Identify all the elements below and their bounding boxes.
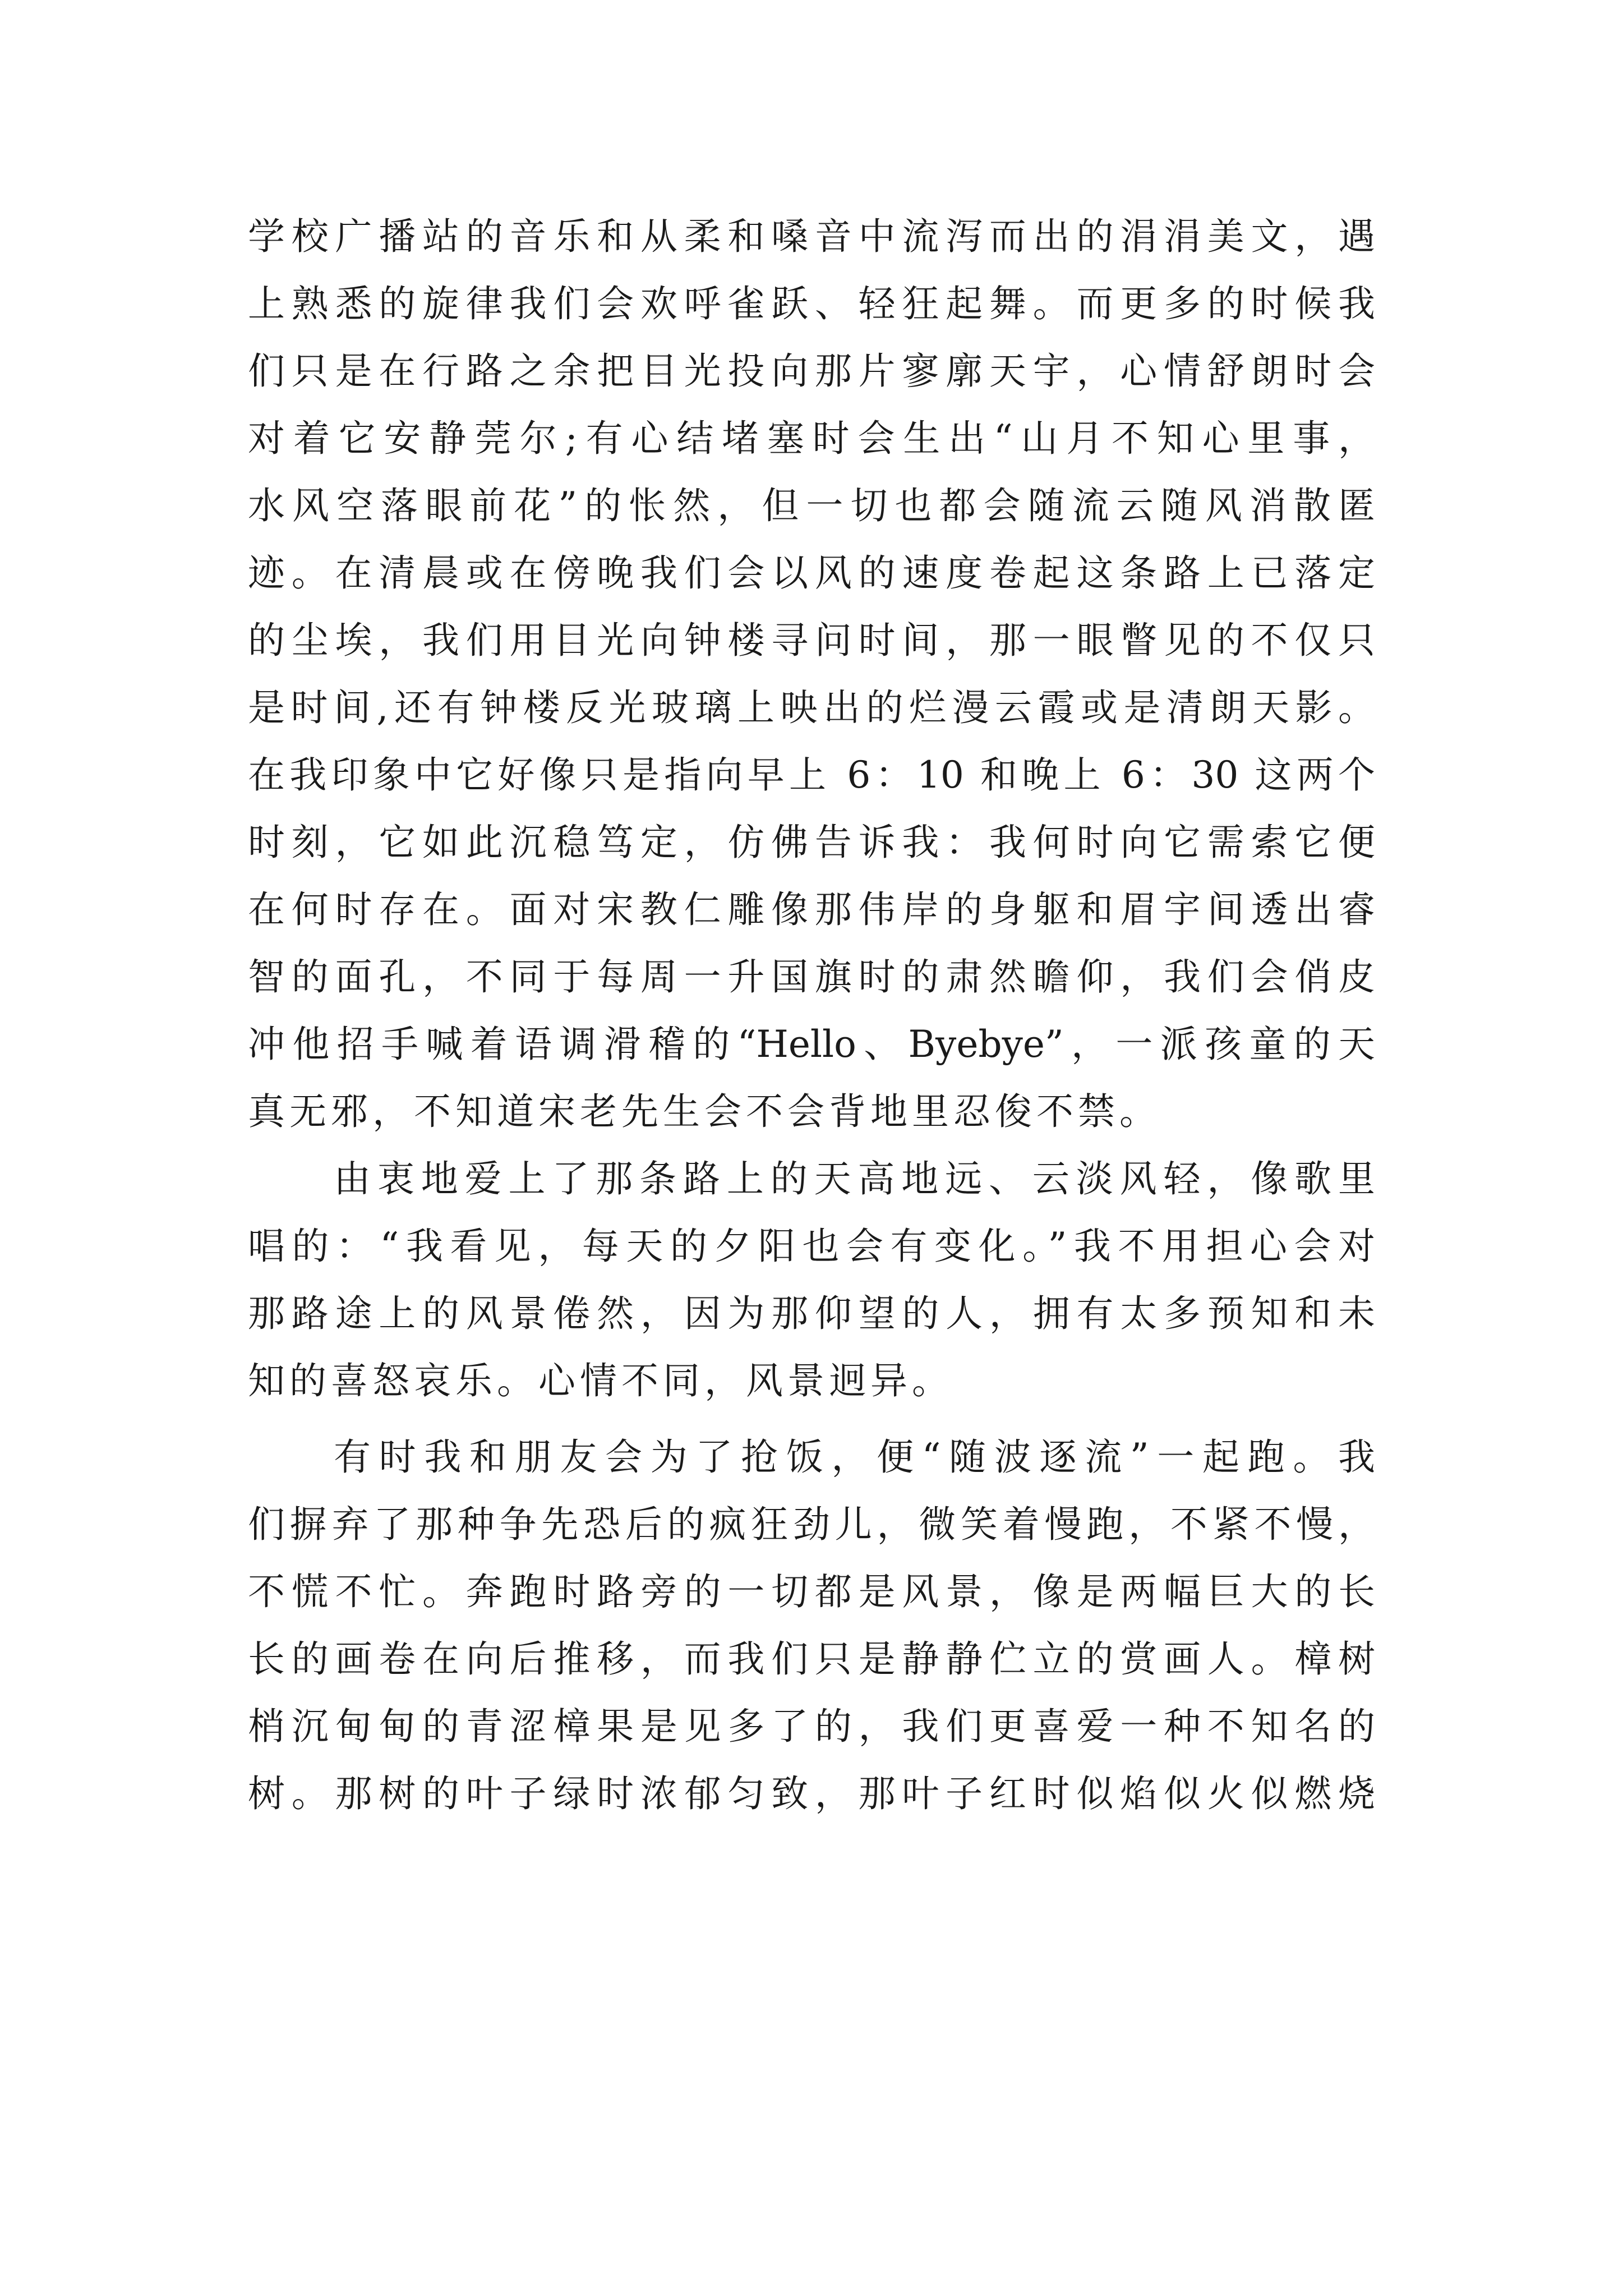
text-line-9: 在我印象中它好像只是指向早上 6：10 和晚上 6：30 这两个 xyxy=(248,753,1375,797)
text-line-20: 们摒弃了那种争先恐后的疯狂劲儿，微笑着慢跑，不紧不慢， xyxy=(248,1503,1375,1546)
text-line-24: 树。那树的叶子绿时浓郁匀致，那叶子红时似焰似火似燃烧 xyxy=(248,1772,1375,1815)
text-line-5: 水风空落眼前花”的怅然，但一切也都会随流云随风消散匿 xyxy=(248,484,1375,527)
text-line-4: 对着它安静莞尔;有心结堵塞时会生出“山月不知心里事， xyxy=(248,417,1375,460)
text-line-1: 学校广播站的音乐和从柔和嗓音中流泻而出的涓涓美文，遇 xyxy=(248,215,1375,258)
text-line-11: 在何时存在。面对宋教仁雕像那伟岸的身躯和眉宇间透出睿 xyxy=(248,888,1375,931)
text-line-18: 知的喜怒哀乐。心情不同，风景迥异。 xyxy=(248,1359,953,1402)
text-line-3: 们只是在行路之余把目光投向那片寥廓天宇，心情舒朗时会 xyxy=(248,349,1375,393)
text-line-2: 上熟悉的旋律我们会欢呼雀跃、轻狂起舞。而更多的时候我 xyxy=(248,282,1375,325)
text-line-16: 唱的：“我看见，每天的夕阳也会有变化。”我不用担心会对 xyxy=(248,1225,1375,1268)
text-line-21: 不慌不忙。奔跑时路旁的一切都是风景，像是两幅巨大的长 xyxy=(248,1570,1375,1613)
text-line-15: 由衷地爱上了那条路上的天高地远、云淡风轻，像歌里 xyxy=(334,1157,1375,1200)
text-line-8: 是时间,还有钟楼反光玻璃上映出的烂漫云霞或是清朗天影。 xyxy=(248,686,1375,729)
text-line-12: 智的面孔，不同于每周一升国旗时的肃然瞻仰，我们会俏皮 xyxy=(248,955,1375,999)
text-line-10: 时刻，它如此沉稳笃定，仿佛告诉我：我何时向它需索它便 xyxy=(248,821,1375,864)
text-line-7: 的尘埃，我们用目光向钟楼寻问时间，那一眼瞥见的不仅只 xyxy=(248,619,1375,662)
text-line-23: 梢沉甸甸的青涩樟果是见多了的，我们更喜爱一种不知名的 xyxy=(248,1705,1375,1748)
text-line-19: 有时我和朋友会为了抢饭，便“随波逐流”一起跑。我 xyxy=(334,1435,1375,1479)
text-line-17: 那路途上的风景倦然，因为那仰望的人，拥有太多预知和未 xyxy=(248,1292,1375,1335)
text-line-6: 迹。在清晨或在傍晚我们会以风的速度卷起这条路上已落定 xyxy=(248,551,1375,595)
text-line-13: 冲他招手喊着语调滑稽的“Hello、Byebye”，一派孩童的天 xyxy=(248,1023,1375,1066)
text-line-14: 真无邪，不知道宋老先生会不会背地里忍俊不禁。 xyxy=(248,1090,1161,1133)
text-line-22: 长的画卷在向后推移，而我们只是静静伫立的赏画人。樟树 xyxy=(248,1637,1375,1681)
